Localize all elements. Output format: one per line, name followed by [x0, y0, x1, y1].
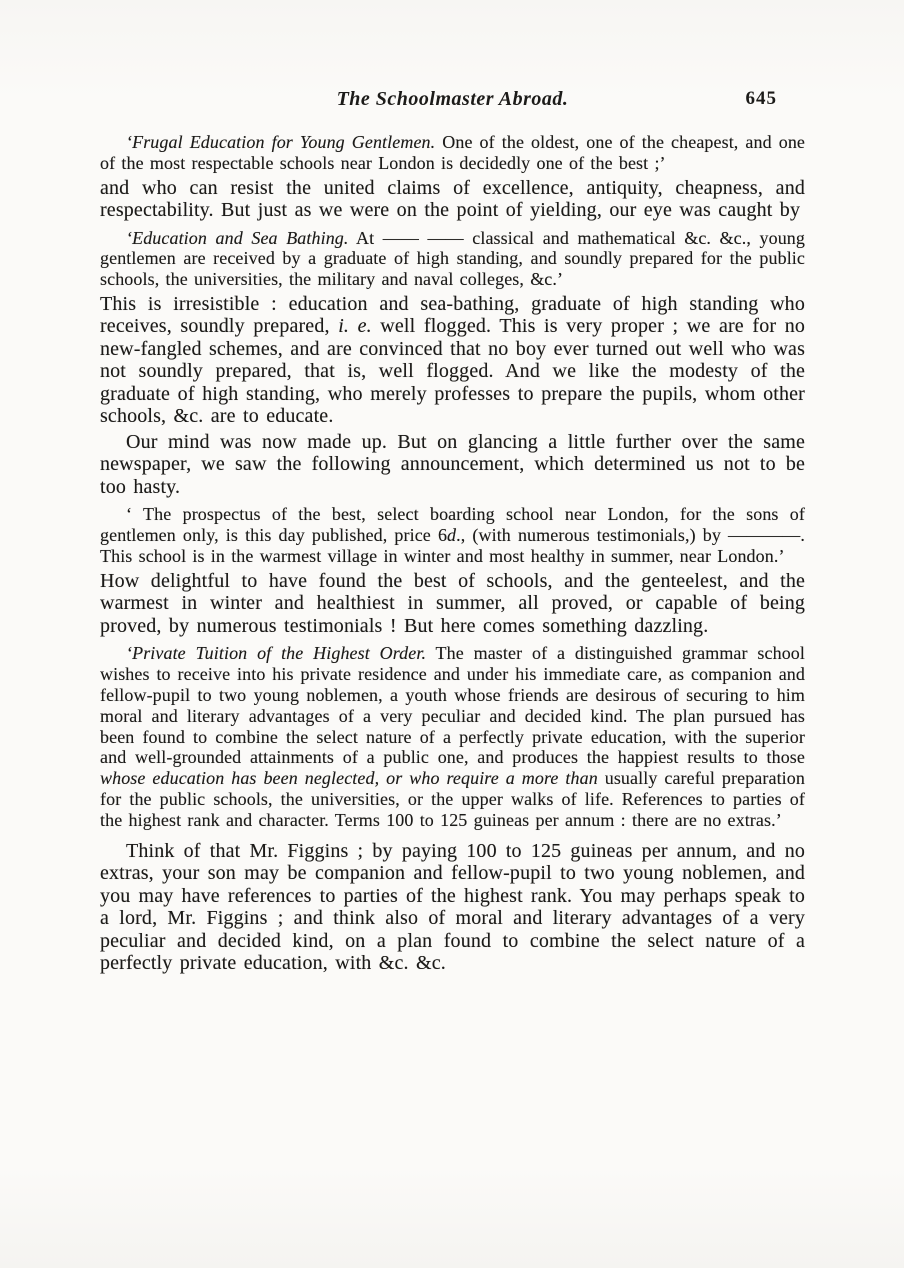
text-run: Think of that Mr. Figgins ; by paying 100 to 125 guineas per annum, and no extras, your son may be companion and fellow-pupil to two young noblemen, and you may have references to parties of the highest rank. You may perhaps speak to a lord, Mr. Figgins ; and think also of moral and literary advantages of a very peculiar and decided kind, on a plan found to combine the select nature of a perfectly private education, with &c. &c. [100, 839, 805, 975]
quote-private-tuition [100, 643, 805, 830]
page-title: The Schoolmaster Abroad. [336, 88, 569, 110]
text-run: The master of a distinguished grammar school wishes to receive into his private residence and under his immediate care, as companion and fellow-pupil to two young noblemen, a youth whose friends are desirous of securing to him moral and literary advantages of a very peculiar and decided kind. The plan pursued has been found to combine the select nature of a perfectly private education, with the superior and well-grounded attainments of a public one, and produces the happiest results to those [100, 643, 805, 768]
text-run: ., (with numerous testimonials,) by ————. This school is in the warmest village in winter and most healthy in summer, near London.’ [100, 525, 805, 567]
text-run: At —— —— classical and mathematical &c. &c., young gentlemen are received by a graduate of high standing, and soundly prepared for the public schools, the universities, the military and naval colleges, &c.’ [100, 227, 805, 290]
body-think-of-that [100, 840, 805, 975]
body-who-can-resist [100, 177, 805, 222]
text-run: whose education has been neglected, or who require a more than [100, 768, 598, 789]
body-our-mind [100, 431, 805, 499]
quote-frugal-education [100, 132, 805, 174]
text-run: ‘Education and Sea Bathing. [126, 227, 349, 248]
page-number: 645 [745, 88, 777, 109]
text-run: d [447, 525, 457, 546]
text-run: This is irresistible : education and sea-bathing, graduate of high standing who receives, soundly prepared, [100, 292, 805, 338]
text-run: i. e. [338, 315, 372, 338]
text-run: ‘Private Tuition of the Highest Order. [126, 643, 427, 664]
quote-prospectus [100, 504, 805, 566]
text-run: ‘Frugal Education for Young Gentlemen. [126, 132, 436, 152]
text-run: usually careful preparation for the public schools, the universities, or the upper walks of life. References to parties of the highest rank and character. Terms 100 to 125 guineas per annum : there are no extras.’ [100, 768, 805, 830]
text-run: and who can resist the united claims of excellence, antiquity, cheapness, and respectability. But just as we were on the point of yielding, our eye was caught by [100, 176, 805, 222]
quote-education-sea-bathing [100, 228, 805, 290]
text-run: well flogged. This is very proper ; we are for no new-fangled schemes, and are convinced that no boy ever turned out well who was not soundly prepared, that is, well flogged. And we like the modesty of the graduate of high standing, who merely professes to prepare the pupils, whom other schools, &c. are to educate. [100, 315, 805, 428]
text-run: ‘ The prospectus of the best, select boarding school near London, for the sons of gentlemen only, is this day published, price 6 [100, 504, 805, 546]
page-body [100, 132, 805, 975]
body-this-is-irresistible [100, 293, 805, 428]
running-head [100, 88, 805, 118]
text-run: How delightful to have found the best of schools, and the genteelest, and the warmest in winter and healthiest in summer, all proved, or capable of being proved, by numerous testimonials ! But here comes something dazzling. [100, 569, 805, 637]
text-run: One of the oldest, one of the cheapest, and one of the most respectable schools near London is decidedly one of the best ;’ [100, 132, 806, 173]
text-run: Our mind was now made up. But on glancing a little further over the same newspaper, we saw the following announcement, which determined us not to be too hasty. [100, 430, 805, 498]
body-how-delightful [100, 570, 805, 638]
